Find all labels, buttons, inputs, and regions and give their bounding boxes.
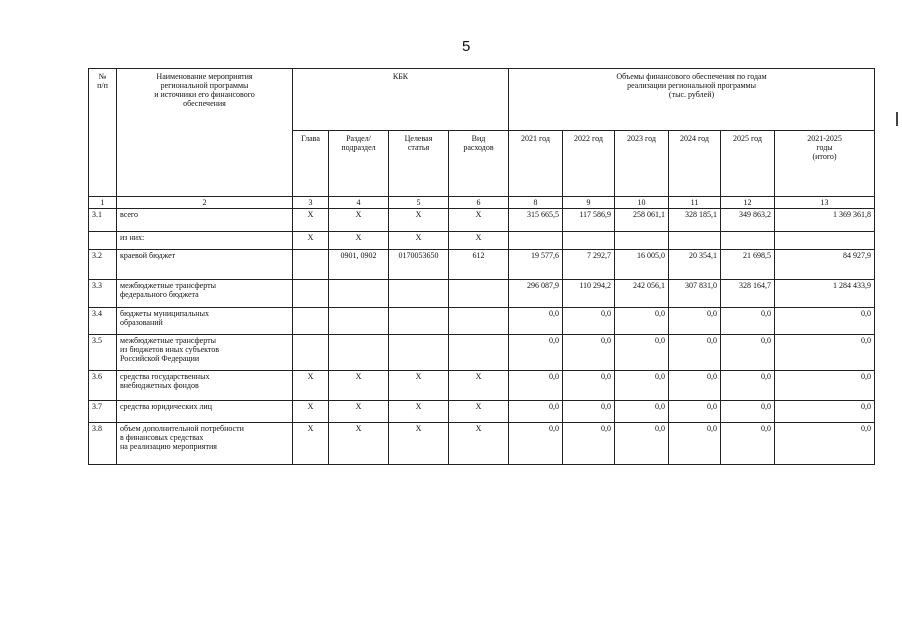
kbk-glava xyxy=(293,280,329,308)
column-number: 4 xyxy=(329,197,389,209)
value-2023: 0,0 xyxy=(615,423,669,465)
kbk-header: КБК xyxy=(293,69,509,131)
value-total: 84 927,9 xyxy=(775,250,875,280)
row-name: межбюджетные трансферты из бюджетов иных субъектов Российской Федерации xyxy=(117,335,293,371)
row-number: 3.2 xyxy=(89,250,117,280)
row-number: 3.3 xyxy=(89,280,117,308)
value-2023: 0,0 xyxy=(615,401,669,423)
table-row xyxy=(89,280,875,308)
kbk-vid-header: Вид расходов xyxy=(449,131,509,197)
value-total: 0,0 xyxy=(775,371,875,401)
table-row xyxy=(89,401,875,423)
row-number: 3.4 xyxy=(89,308,117,335)
value-2024: 307 831,0 xyxy=(669,280,721,308)
kbk-statya: Х xyxy=(389,401,449,423)
kbk-vid: Х xyxy=(449,401,509,423)
kbk-statya: Х xyxy=(389,371,449,401)
kbk-razdel: Х xyxy=(329,401,389,423)
kbk-statya-header: Целевая статья xyxy=(389,131,449,197)
col-name-header: Наименование мероприятия региональной программы и источники его финансового обеспечения xyxy=(117,69,293,197)
column-number: 1 xyxy=(89,197,117,209)
year-2025-header: 2025 год xyxy=(721,131,775,197)
row-number: 3.1 xyxy=(89,209,117,232)
value-2021 xyxy=(509,232,563,250)
value-2025: 0,0 xyxy=(721,423,775,465)
value-2025: 21 698,5 xyxy=(721,250,775,280)
value-2022 xyxy=(563,232,615,250)
value-2023: 16 005,0 xyxy=(615,250,669,280)
kbk-glava: Х xyxy=(293,371,329,401)
row-name: всего xyxy=(117,209,293,232)
row-name: из них: xyxy=(117,232,293,250)
row-name: межбюджетные трансферты федерального бюджета xyxy=(117,280,293,308)
value-total: 1 369 361,8 xyxy=(775,209,875,232)
value-2024: 0,0 xyxy=(669,335,721,371)
value-2022: 0,0 xyxy=(563,423,615,465)
row-name: средства государственных внебюджетных фондов xyxy=(117,371,293,401)
kbk-razdel xyxy=(329,308,389,335)
row-name: бюджеты муниципальных образований xyxy=(117,308,293,335)
column-number: 3 xyxy=(293,197,329,209)
value-2025: 349 863,2 xyxy=(721,209,775,232)
value-2021: 0,0 xyxy=(509,371,563,401)
value-total xyxy=(775,232,875,250)
value-total: 0,0 xyxy=(775,335,875,371)
kbk-vid xyxy=(449,280,509,308)
kbk-vid: Х xyxy=(449,209,509,232)
column-number: 9 xyxy=(563,197,615,209)
kbk-vid xyxy=(449,335,509,371)
value-2022: 0,0 xyxy=(563,401,615,423)
year-2024-header: 2024 год xyxy=(669,131,721,197)
value-2022: 7 292,7 xyxy=(563,250,615,280)
value-2023: 0,0 xyxy=(615,371,669,401)
kbk-statya xyxy=(389,280,449,308)
kbk-glava xyxy=(293,335,329,371)
value-2025: 0,0 xyxy=(721,308,775,335)
value-total: 0,0 xyxy=(775,401,875,423)
column-number: 2 xyxy=(117,197,293,209)
kbk-statya: Х xyxy=(389,209,449,232)
kbk-statya xyxy=(389,308,449,335)
row-number xyxy=(89,232,117,250)
column-number: 11 xyxy=(669,197,721,209)
value-2025: 0,0 xyxy=(721,401,775,423)
value-2025: 0,0 xyxy=(721,371,775,401)
value-total: 0,0 xyxy=(775,423,875,465)
table-row xyxy=(89,232,875,250)
column-number: 5 xyxy=(389,197,449,209)
year-2021-header: 2021 год xyxy=(509,131,563,197)
value-2025: 0,0 xyxy=(721,335,775,371)
kbk-glava-header: Глава xyxy=(293,131,329,197)
value-2024: 20 354,1 xyxy=(669,250,721,280)
table-row xyxy=(89,371,875,401)
kbk-statya: Х xyxy=(389,232,449,250)
kbk-vid: Х xyxy=(449,423,509,465)
kbk-razdel: 0901, 0902 xyxy=(329,250,389,280)
table-row xyxy=(89,250,875,280)
table-row xyxy=(89,423,875,465)
value-2024: 0,0 xyxy=(669,401,721,423)
table-row xyxy=(89,209,875,232)
kbk-vid: Х xyxy=(449,232,509,250)
value-2024: 0,0 xyxy=(669,423,721,465)
column-number: 10 xyxy=(615,197,669,209)
edge-mark xyxy=(896,112,898,126)
value-2022: 110 294,2 xyxy=(563,280,615,308)
kbk-vid: 612 xyxy=(449,250,509,280)
kbk-razdel: Х xyxy=(329,371,389,401)
value-2022: 0,0 xyxy=(563,371,615,401)
value-2021: 0,0 xyxy=(509,401,563,423)
kbk-statya: Х xyxy=(389,423,449,465)
value-2022: 117 586,9 xyxy=(563,209,615,232)
value-2021: 0,0 xyxy=(509,308,563,335)
column-number: 12 xyxy=(721,197,775,209)
kbk-razdel xyxy=(329,335,389,371)
value-2025 xyxy=(721,232,775,250)
kbk-razdel: Х xyxy=(329,423,389,465)
kbk-glava xyxy=(293,308,329,335)
table-row xyxy=(89,335,875,371)
value-2021: 0,0 xyxy=(509,335,563,371)
value-2021: 0,0 xyxy=(509,423,563,465)
kbk-statya xyxy=(389,335,449,371)
value-2023: 242 056,1 xyxy=(615,280,669,308)
kbk-glava: Х xyxy=(293,401,329,423)
column-number: 13 xyxy=(775,197,875,209)
row-number: 3.8 xyxy=(89,423,117,465)
value-2021: 315 665,5 xyxy=(509,209,563,232)
kbk-glava: Х xyxy=(293,232,329,250)
kbk-glava xyxy=(293,250,329,280)
value-2023: 0,0 xyxy=(615,335,669,371)
row-number: 3.5 xyxy=(89,335,117,371)
value-2023 xyxy=(615,232,669,250)
kbk-statya: 0170053650 xyxy=(389,250,449,280)
value-2024: 328 185,1 xyxy=(669,209,721,232)
value-total: 1 284 433,9 xyxy=(775,280,875,308)
column-number: 6 xyxy=(449,197,509,209)
value-2024: 0,0 xyxy=(669,371,721,401)
row-number: 3.7 xyxy=(89,401,117,423)
header-row-top xyxy=(89,69,875,131)
page-number: 5 xyxy=(462,38,471,55)
column-number: 8 xyxy=(509,197,563,209)
value-2022: 0,0 xyxy=(563,308,615,335)
table-row xyxy=(89,308,875,335)
total-header: 2021-2025 годы (итого) xyxy=(775,131,875,197)
value-2021: 19 577,6 xyxy=(509,250,563,280)
col-number-header: № п/п xyxy=(89,69,117,197)
row-number: 3.6 xyxy=(89,371,117,401)
kbk-glava: Х xyxy=(293,209,329,232)
column-numbers-row xyxy=(89,197,875,209)
financing-table xyxy=(88,68,875,465)
row-name: средства юридических лиц xyxy=(117,401,293,423)
kbk-razdel: Х xyxy=(329,232,389,250)
year-2023-header: 2023 год xyxy=(615,131,669,197)
value-2022: 0,0 xyxy=(563,335,615,371)
value-2023: 258 061,1 xyxy=(615,209,669,232)
value-2023: 0,0 xyxy=(615,308,669,335)
year-2022-header: 2022 год xyxy=(563,131,615,197)
value-total: 0,0 xyxy=(775,308,875,335)
volumes-header: Объемы финансового обеспечения по годам реализации региональной программы (тыс. рублей) xyxy=(509,69,875,131)
value-2024 xyxy=(669,232,721,250)
row-name: краевой бюджет xyxy=(117,250,293,280)
kbk-vid: Х xyxy=(449,371,509,401)
kbk-vid xyxy=(449,308,509,335)
value-2024: 0,0 xyxy=(669,308,721,335)
value-2025: 328 164,7 xyxy=(721,280,775,308)
kbk-razdel: Х xyxy=(329,209,389,232)
row-name: объем дополнительной потребности в финансовых средствах на реализацию мероприятия xyxy=(117,423,293,465)
kbk-glava: Х xyxy=(293,423,329,465)
kbk-razdel-header: Раздел/ подраздел xyxy=(329,131,389,197)
kbk-razdel xyxy=(329,280,389,308)
value-2021: 296 087,9 xyxy=(509,280,563,308)
